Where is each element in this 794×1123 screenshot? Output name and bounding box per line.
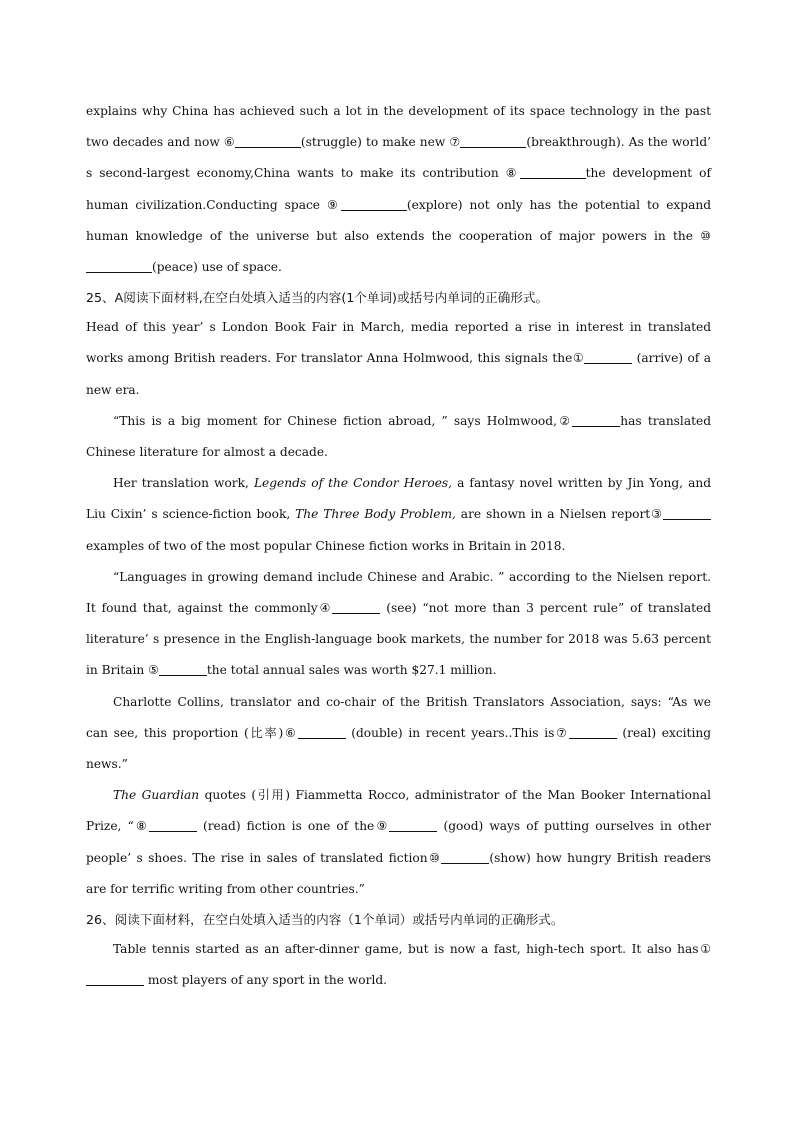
- text-run: “Languages in growing demand include Chinese and Arabic. ” according to the Nielsen report. It found that, against the commonly: [86, 569, 711, 616]
- blank-number: ⑥: [223, 135, 235, 150]
- text-run: (read) fiction is one of the: [196, 819, 375, 834]
- text-run: are shown in a Nielsen report: [455, 507, 651, 522]
- q25-paragraph-1: [86, 312, 711, 406]
- answer-blank[interactable]: [235, 134, 301, 148]
- answer-blank[interactable]: [149, 818, 197, 832]
- book-title: The Three Body Problem,: [295, 507, 456, 522]
- blank-number: ②: [556, 413, 573, 428]
- text-run: Her translation work,: [113, 476, 254, 491]
- text-run: (struggle) to make new: [300, 135, 450, 150]
- blank-number: ⑧: [505, 166, 520, 181]
- text-run: Head of this year’ s London Book Fair in March, media reported a rise in interest in translated works among British readers. For translator Anna Holmwood, this signals the: [86, 320, 711, 366]
- answer-blank[interactable]: [520, 165, 586, 179]
- answer-blank[interactable]: [460, 134, 526, 148]
- q25-paragraph-4: [86, 562, 711, 687]
- text-run: (see) “not more than 3 percent rule” of translated literature’ s presence in the English-language book markets, the number for 2018 was 5.63 percent in Britain: [86, 601, 711, 678]
- blank-number: ⑨: [327, 197, 341, 212]
- blank-number: ⑤: [148, 663, 159, 678]
- text-run: (show) how hungry British readers are for terrific writing from other countries.”: [86, 850, 711, 896]
- blank-number: ⑦: [554, 725, 569, 740]
- answer-blank[interactable]: [389, 818, 437, 832]
- answer-blank[interactable]: [572, 413, 620, 427]
- text-run: (double) in recent years..This is: [345, 725, 555, 740]
- answer-blank[interactable]: [159, 662, 207, 676]
- blank-number: ①: [572, 351, 585, 366]
- text-run: a fantasy novel written by Jin Yong, and Liu Cixin’ s science-fiction book,: [86, 476, 711, 522]
- text-run: quotes (引用) Fiammetta Rocco, administrator of the Man Booker International Prize, “: [86, 788, 711, 834]
- answer-blank[interactable]: [86, 259, 152, 273]
- q25-paragraph-5: [86, 687, 711, 781]
- q25-paragraph-6: [86, 780, 711, 905]
- text-run: explains why China has achieved such a lot in the development of its space technology in the past two decades and now: [86, 104, 711, 150]
- text-run: (peace) use of space.: [152, 260, 282, 275]
- blank-number: ⑧: [133, 819, 149, 834]
- text-run: (good) ways of putting ourselves in other people’ s shoes. The rise in sales of translated fiction: [86, 819, 711, 865]
- blank-number: ⑩: [700, 228, 711, 243]
- blank-number: ⑨: [374, 819, 390, 834]
- blank-number: ⑥: [283, 725, 298, 740]
- answer-blank[interactable]: [341, 197, 407, 211]
- q26-paragraph-1: [86, 934, 711, 996]
- text-run: most players of any sport in the world.: [144, 973, 388, 988]
- answer-blank[interactable]: [584, 350, 632, 364]
- blank-number: ⑦: [449, 135, 461, 150]
- blank-number: ③: [650, 507, 663, 522]
- question-25-heading: 25、A阅读下面材料,在空白处填入适当的内容(1个单词)或括号内单词的正确形式。: [86, 290, 549, 306]
- answer-blank[interactable]: [298, 725, 346, 739]
- answer-blank[interactable]: [86, 972, 144, 986]
- answer-blank[interactable]: [441, 850, 489, 864]
- text-run: the development of human civilization.Conducting space: [86, 166, 711, 212]
- answer-blank[interactable]: [663, 506, 711, 520]
- text-run: examples of two of the most popular Chinese fiction works in Britain in 2018.: [86, 538, 566, 553]
- text-run: (breakthrough). As the world’ s second-largest economy,China wants to make its contribution: [86, 135, 712, 181]
- text-run: the total annual sales was worth $27.1 million.: [206, 663, 497, 678]
- question-26-heading: 26、阅读下面材料，在空白处填入适当的内容（1个单词）或括号内单词的正确形式。: [86, 912, 564, 928]
- text-run: (explore) not only has the potential to expand human knowledge of the universe but also extends the cooperation of major powers in the: [86, 197, 711, 243]
- text-run: “This is a big moment for Chinese fiction abroad, ” says Holmwood,: [113, 413, 557, 428]
- text-run: has translated Chinese literature for almost a decade.: [86, 413, 711, 460]
- passage-continuation: [86, 96, 711, 283]
- text-run: Charlotte Collins, translator and co-chair of the British Translators Association, says: “As we can see, this proportion (比率): [86, 694, 711, 740]
- text-run: Table tennis started as an after-dinner game, but is now a fast, high-tech sport. It also has: [113, 942, 699, 957]
- text-run: (real) exciting news.”: [86, 725, 712, 772]
- text-run: (arrive) of a new era.: [86, 351, 711, 397]
- blank-number: ①: [698, 942, 711, 957]
- blank-number: ⑩: [427, 850, 442, 865]
- blank-number: ④: [317, 601, 333, 616]
- book-title: Legends of the Condor Heroes,: [253, 476, 453, 491]
- publication-title: The Guardian: [113, 788, 200, 803]
- document-page: [86, 96, 711, 996]
- answer-blank[interactable]: [569, 725, 617, 739]
- q25-paragraph-3: [86, 468, 711, 562]
- q25-paragraph-2: [86, 406, 711, 468]
- answer-blank[interactable]: [332, 600, 380, 614]
